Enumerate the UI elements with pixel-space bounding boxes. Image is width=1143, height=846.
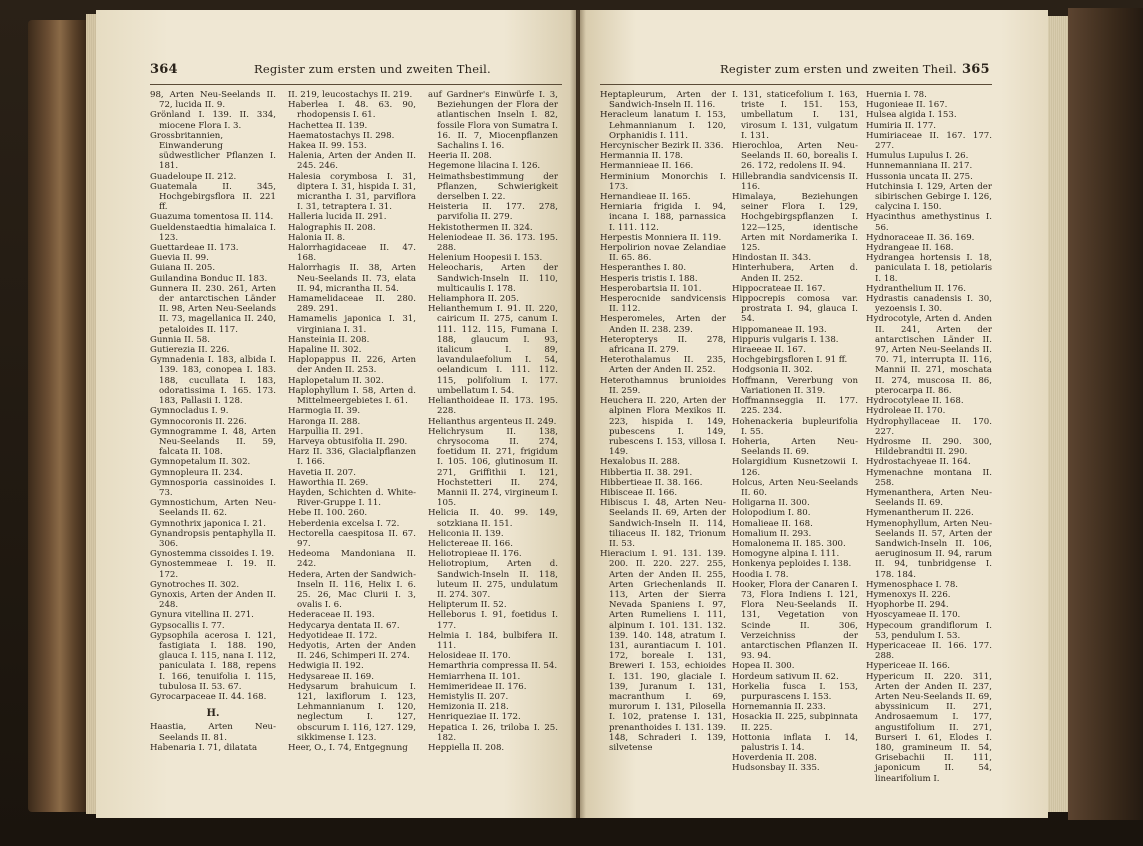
index-entry: Hemizonia II. 218. <box>428 702 509 713</box>
index-entry: Hibbertia II. 38. 291. <box>600 467 693 478</box>
index-entry: Hydrangea hortensis I. 18, paniculata I. 18, petiolaris I. 18. <box>866 253 992 284</box>
index-entry: Hugonieae II. 167. <box>866 100 948 111</box>
index-entry: Hochgebirgsfloren I. 91 ff. <box>732 355 848 366</box>
index-entry: Hydrosme II. 290. 300, Hildebrandtii II. 290. <box>866 436 992 458</box>
index-entry: Hermanniеae II. 166. <box>600 161 694 172</box>
index-entry: Hoverdenia II. 208. <box>732 753 817 764</box>
index-entry: Hussonia uncata II. 275. <box>866 171 973 182</box>
index-entry: Gynandropsis pentaphylla II. 306. <box>150 528 276 549</box>
index-entry: Hedera, Arten der Sandwich-Inseln II. 116, Helix I. 6. 25. 26, Mac Clurii I. 3, ovalis I. 6. <box>288 569 416 611</box>
index-entry: Hamamelidaceae II. 280. 289. 291. <box>288 294 416 315</box>
index-entry: Horkelia fusca I. 153, purpurascens I. 153. <box>732 681 858 702</box>
column-3-entries <box>428 90 558 753</box>
index-entry: Hedwigia II. 192. <box>288 661 364 672</box>
index-entry: Halleria lucida II. 291. <box>288 212 387 223</box>
index-entry: Hydrastis canadensis I. 30, yezoensis I. 30. <box>866 294 992 315</box>
index-entry: Hyacinthus amethystinus I. 56. <box>866 212 992 233</box>
index-entry: Hippuris vulgaris I. 138. <box>732 334 839 345</box>
index-entry: Gynura vitellina II. 271. <box>150 610 254 621</box>
index-entry: Halesia corymbosa I. 31, diptera I. 31, hispida I. 31, micrantha I. 31, parviflora I. 31, tetraptera I. 31. <box>288 171 416 213</box>
index-entry: Gynostemmeae I. 19. II. 172. <box>150 559 276 580</box>
index-entry: Harpullia II. 291. <box>288 426 364 437</box>
index-entry: Hydnoraceae II. 36. 169. <box>866 232 975 243</box>
index-entry: Hepatica I. 26, triloba I. 25. 182. <box>428 722 558 743</box>
index-entry: Hypericum II. 220. 311, Arten der Anden II. 237, Arten Neu-Seelands II. 69, abyssinicum II. 271, Androsaemum I. 177, angustifolium II. 271, Burseri I. 61, Elodes I. 180, gramineum II. 54, Grisebachii II. 111, japonicum II. 54, linearifolium I. <box>866 671 992 784</box>
index-entry: Hordeum sativum II. 62. <box>732 671 839 682</box>
index-entry: Hippocrateae II. 167. <box>732 283 826 294</box>
index-entry: Gymnothrix japonica I. 21. <box>150 518 266 529</box>
left-page <box>96 10 576 818</box>
index-entry: Humulus Lupulus I. 26. <box>866 151 969 162</box>
index-entry: Guazuma tomentosa II. 114. <box>150 212 274 223</box>
index-entry: Hypericaceae II. 166. 177. 288. <box>866 640 992 662</box>
index-entry: Heteropterys II. 278, africana II. 279. <box>600 334 726 356</box>
index-entry: Gypsocallis I. 77. <box>150 620 225 631</box>
index-entry: Heliotropieae II. 176. <box>428 549 522 560</box>
index-entry: Haworthia II. 269. <box>288 477 369 488</box>
page-edges-left <box>86 14 96 814</box>
left-page-number: 364 <box>150 62 178 77</box>
index-entry: Hexalobus II. 288. <box>600 457 681 468</box>
index-entry: Gymnocladus I. 9. <box>150 406 229 417</box>
index-entry: Helipterum II. 52. <box>428 600 507 611</box>
index-entry: Holigarna II. 300. <box>732 498 810 509</box>
index-entry: Heliotropium, Arten d. Sandwich-Inseln II. 118, luteum II. 275, undulatum II. 274. 307. <box>428 559 558 600</box>
index-entry: Helmia I. 184, bulbifera II. 111. <box>428 630 558 651</box>
index-entry: Hesperomeles, Arten der Anden II. 238. 239. <box>600 314 726 335</box>
index-entry: Hooker, Flora der Canaren I. 73, Flora Indiens I. 121, Flora Neu-Seelands II. 131, Vegetation von Scinde II. 306, Verzeichniss der antarctischen Pflanzen II. 93. 94. <box>732 579 858 662</box>
index-entry: Hansteinia II. 208. <box>288 334 370 345</box>
index-entry: Hemimerideae II. 176. <box>428 681 527 692</box>
index-entry: Hymenophyllum, Arten Neu-Seelands II. 57, Arten der Sandwich-Inseln II. 106, aeruginosum II. 94, rarum II. 94, tunbridgense I. 178. 184. <box>866 518 992 580</box>
index-entry: Heisteria II. 177. 278, parvifolia II. 279. <box>428 202 558 223</box>
index-entry: Hernandieae II. 165. <box>600 192 691 203</box>
index-entry: Hieracium I. 91. 131. 139. 200. II. 220. 227. 255, Arten der Anden II. 255, Arten Griechenlands II. 113, Arten der Sierra Nevada Spaniens I. 97, Arten Rumeliens I. 111, alpinum I. 101. 131. 132. 139. 140. 148, atratum I. 131, aurantiacum I. 101. 172, boreale I. 131, Brewerі I. 153, echioides I. 131. 190, glaciale I. 139, Juranum I. 131, macranthum I. 69, murorum I. 131, Pilosella I. 102, pratense I. 131, prenanthoides I. 131. 139. 148, Schraderi I. 139, silvetense <box>600 549 726 753</box>
index-entry: Grossbritannien, Einwanderung südwestlicher Pflanzen I. 181. <box>150 130 276 172</box>
index-entry: Hodgsonia II. 302. <box>732 365 813 376</box>
index-entry: Hibbertieae II. 38. 166. <box>600 477 703 488</box>
index-entry: Honkenya peploides I. 138. <box>732 559 852 570</box>
index-entry: Herpestis Monniera II. 119. <box>600 232 722 243</box>
index-entry: Gypsophila acerosa I. 121, fastigiata I. 188. 190, glauca I. 115, nana I. 112, paniculata I. 188, repens I. 166, tenuifolia I. 115, tubulosa II. 53. 67. <box>150 630 276 692</box>
index-entry: Gynoxis, Arten der Anden II. 248. <box>150 589 276 611</box>
index-entry: Haematostachys II. 298. <box>288 130 395 141</box>
index-entry: Humiria II. 177. <box>866 120 937 131</box>
index-entry: Hoffmannseggia II. 177. 225. 234. <box>732 396 858 417</box>
index-entry: Halographis II. 208. <box>288 222 376 233</box>
column-5-entries <box>732 90 858 774</box>
book-gutter <box>570 10 586 818</box>
index-entry: Hermannia II. 178. <box>600 151 684 162</box>
left-header-rule <box>150 84 562 85</box>
index-entry: Gyrocarpaceae II. 44. 168. <box>150 691 267 702</box>
index-entry: Gymnocoronis II. 226. <box>150 416 247 427</box>
column-2-entries <box>288 90 416 753</box>
index-entry: Henriqueziae II. 172. <box>428 712 521 723</box>
index-entry: Hoffmann, Vererbung von Variationen II. 319. <box>732 375 858 396</box>
index-entry: Hedyotis, Arten der Anden II. 246, Schimperi II. 274. <box>288 640 416 662</box>
index-entry: Gutierezia II. 226. <box>150 345 230 356</box>
index-entry: Hibiscus I. 48, Arten Neu-Seelands II. 69, Arten der Sandwich-Inseln II. 114, tiliaceus II. 182, Trionum II. 53. <box>600 498 726 549</box>
index-entry: Hottonia inflata I. 14, palustris I. 14. <box>732 732 858 753</box>
index-entry: Heliamphora II. 205. <box>428 294 519 305</box>
index-entry: Holargidium Kusnetzowii I. 126. <box>732 457 858 478</box>
book-spine <box>28 20 86 812</box>
index-entry: Guiana II. 205. <box>150 263 216 274</box>
index-entry: Hulsea algida I. 153. <box>866 110 957 121</box>
index-entry: Hebe II. 100. 260. <box>288 508 368 519</box>
index-entry: Grönland I. 139. II. 334, miocene Flora I. 3. <box>150 110 276 131</box>
index-entry: Halonia II. 8. <box>288 232 346 243</box>
index-entry: Gymnopleura II. 234. <box>150 467 243 478</box>
index-entry: Helichrysum II. 138, chrysocoma II. 274, foetidum II. 271, frigidum I. 105. 106, glutinosum II. 271, Griffithii I. 121, Hochstetteri II. 274, Mannii II. 274, virgineum I. 105. <box>428 426 558 509</box>
index-entry: Gymnogramme I. 48, Arten Neu-Seelands II. 59, falcata II. 108. <box>150 426 276 458</box>
index-entry: Hederaceae II. 193. <box>288 610 375 621</box>
index-entry: Hercynischer Bezirk II. 336. <box>600 141 724 152</box>
index-entry: Heimathsbestimmung der Pflanzen, Schwierigkeit derselben I. 22. <box>428 171 558 203</box>
index-entry: Helictereae II. 166. <box>428 538 513 549</box>
index-entry: Hedysareae II. 169. <box>288 671 374 682</box>
index-entry: Hymenoxys II. 226. <box>866 589 951 600</box>
book-cover-right <box>1068 8 1143 820</box>
index-entry: Heuchera II. 220, Arten der alpinen Flora Mexikos II. 223, hispida I. 149, pubescens I. 149, rubescens I. 153, villosa I. 149. <box>600 396 726 458</box>
index-entry: Hakea II. 99. 153. <box>288 141 367 152</box>
index-entry: II. 219, leucostachys II. 219. <box>288 90 413 100</box>
index-entry: Heberdenia excelsa I. 72. <box>288 518 400 529</box>
index-entry: Hoheria, Arten Neu-Seelands II. 69. <box>732 436 858 458</box>
index-entry: Hoodia I. 78. <box>732 569 789 580</box>
index-entry: Hymenanthera, Arten Neu-Seelands II. 69. <box>866 487 992 509</box>
index-entry: Hudsonsbay II. 335. <box>732 763 820 774</box>
index-entry: Gynostemma cissoides I. 19. <box>150 549 275 560</box>
index-entry: Hegemone lilacina I. 126. <box>428 161 541 172</box>
index-entry: Guettardeae II. 173. <box>150 243 239 254</box>
index-entry: Hedysarum brahuicum I. 121, laxiflorum I. 123, Lehmannianum I. 120, neglectum I. 127, obscurum I. 116, 127. 129, sikkimense I. 123. <box>288 681 416 743</box>
index-entry: Havetia II. 207. <box>288 467 357 478</box>
index-entry: Hymenachne montana II. 258. <box>866 467 992 488</box>
index-entry: Hyophorbe II. 294. <box>866 600 949 611</box>
index-entry: Huernia I. 78. <box>866 90 927 100</box>
index-entry: Heer, O., I. 74, Entgegnung <box>288 743 408 753</box>
index-entry: Herniaria frigida I. 94, incana I. 188, parnassica I. 111. 112. <box>600 202 726 233</box>
index-entry: Hydrophyllaceae II. 170. 227. <box>866 416 992 437</box>
index-entry: Heptapleurum, Arten der Sandwich-Inseln II. 116. <box>600 90 726 111</box>
column-2 <box>288 90 416 753</box>
index-entry: Hesperocnide sandvicensis II. 112. <box>600 294 726 315</box>
index-entry: Haberlea I. 48. 63. 90, rhodopensis I. 61. <box>288 100 416 121</box>
index-entry: Gymnadenia I. 183, albida I. 139. 183, conopea I. 183. 188, cucullata I. 183, odoratissima I. 165. 173. 183, Pallasii I. 128. <box>150 355 276 407</box>
index-entry: Harmogia II. 39. <box>288 406 361 417</box>
index-entry: Gymnopetalum II. 302. <box>150 457 251 468</box>
index-entry: Himalaya, Beziehungen seiner Flora I. 129, Hochgebirgspflanzen I. 122—125, identische Arten mit Nordamerika I. 125. <box>732 192 858 254</box>
column-1-entries-after <box>150 722 276 753</box>
index-entry: Hedyotideae II. 172. <box>288 630 378 641</box>
index-entry: Gunnera II. 230. 261, Arten der antarctischen Länder II. 98, Arten Neu-Seelands II. 73, magellanica II. 240, petaloides II. 117. <box>150 283 276 335</box>
index-entry: Gunnia II. 58. <box>150 334 210 345</box>
column-6-entries <box>866 90 992 784</box>
index-entry: Heterothamnus brunioides II. 259. <box>600 375 726 396</box>
index-entry: Homogyne alpina I. 111. <box>732 549 840 560</box>
index-entry: Hemistylis II. 207. <box>428 691 509 702</box>
right-header-rule <box>600 84 992 85</box>
index-entry: Helleborus I. 91, foetidus I. 177. <box>428 610 558 631</box>
index-entry: Harz II. 336, Glacialpflanzen I. 166. <box>288 447 416 468</box>
right-page-number: 365 <box>962 62 990 77</box>
index-entry: Hosackia II. 225, subpinnata II. 225. <box>732 712 858 733</box>
index-entry: Halorrhagidaceae II. 47. 168. <box>288 243 416 264</box>
index-entry: Haastia, Arten Neu-Seelands II. 81. <box>150 722 276 743</box>
index-entry: Gymnosporia cassinoides I. 73. <box>150 477 276 498</box>
right-running-title: Register zum ersten und zweiten Theil. <box>720 62 957 76</box>
index-entry: Hemiarrhena II. 101. <box>428 671 521 682</box>
index-entry: Harveya obtusifolia II. 290. <box>288 436 408 447</box>
index-entry: Hypericeae II. 166. <box>866 661 951 672</box>
index-entry: Hydrostachyeae II. 164. <box>866 457 971 468</box>
page-edges-right <box>1048 16 1068 812</box>
index-entry: Hymenosphace I. 78. <box>866 579 959 590</box>
index-entry: Homalium II. 293. <box>732 528 812 539</box>
index-entry: Hydrangeae II. 168. <box>866 243 954 254</box>
index-entry: Hayden, Schichten d. White-River-Gruppe I. 11. <box>288 487 416 509</box>
index-entry: Hydranthelium II. 176. <box>866 283 966 294</box>
column-5 <box>732 90 858 774</box>
section-letter-h: H. <box>206 708 220 720</box>
left-running-title: Register zum ersten und zweiten Theil. <box>254 62 491 76</box>
index-entry: Halenia, Arten der Anden II. 245. 246. <box>288 151 416 172</box>
index-entry: Hillebrandia sandvicensis II. 116. <box>732 171 858 192</box>
index-entry: Haronga II. 288. <box>288 416 361 427</box>
index-entry: Hedycarya dentata II. 67. <box>288 620 400 631</box>
column-4 <box>600 90 726 753</box>
index-entry: Haplopappus II. 226, Arten der Anden II. 253. <box>288 355 416 376</box>
column-4-entries <box>600 90 726 753</box>
index-entry: Heleocharis, Arten der Sandwich-Inseln II. 110, multicaulis I. 178. <box>428 263 558 294</box>
index-entry: Guatemala II. 345, Hochgebirgsflora II. 221 ff. <box>150 181 276 213</box>
index-entry: Hopea II. 300. <box>732 661 795 672</box>
index-entry: Hindostan II. 343. <box>732 253 812 264</box>
right-page <box>580 10 1048 818</box>
index-entry: Holcus, Arten Neu-Seelands II. 60. <box>732 477 858 498</box>
index-entry: 98, Arten Neu-Seelands II. 72, lucida II. 9. <box>150 90 276 111</box>
index-entry: Hohenackeria bupleurifolia I. 55. <box>732 416 858 437</box>
index-entry: Heliconia II. 139. <box>428 528 504 539</box>
index-entry: Hesperobartsia II. 101. <box>600 283 702 294</box>
index-entry: Habenaria I. 71, dilatata <box>150 742 258 753</box>
index-entry: Homalieae II. 168. <box>732 518 813 529</box>
index-entry: Helianthemum I. 91. II. 220, cairicum II. 275, canum I. 111. 112. 115, Fumana I. 188, glaucum I. 93, italicum I. 89, lavandulaefolium I. 54, oelandicum I. 111. 112. 115, polifolium I. 177. umbellatum I. 54. <box>428 304 558 396</box>
index-entry: Hesperanthes I. 80. <box>600 263 687 274</box>
index-entry: Hectorella caespitosa II. 67. 97. <box>288 528 416 549</box>
index-entry: I. 131, staticefolium I. 163, triste I. 151. 153, umbellatum I. 131, virosum I. 131, vulgatum I. 131. <box>732 90 858 141</box>
index-entry: Guadeloupe II. 212. <box>150 171 237 182</box>
index-entry: Hamamelis japonica I. 31, virginiana I. 31. <box>288 314 416 335</box>
index-entry: Hemarthria compressa II. 54. <box>428 661 558 672</box>
index-entry: Helianthus argenteus II. 249. <box>428 416 557 427</box>
index-entry: Hinterhubera, Arten d. Anden II. 252. <box>732 263 858 284</box>
column-1-entries <box>150 90 276 702</box>
index-entry: Hesperis tristis I. 188. <box>600 273 698 284</box>
index-entry: Hypecoum grandiflorum I. 53, pendulum I. 53. <box>866 620 992 641</box>
index-entry: Heterothalamus II. 235, Arten der Anden II. 252. <box>600 355 726 376</box>
index-entry: Heeria II. 208. <box>428 151 492 162</box>
index-entry: Guevia II. 99. <box>150 253 209 264</box>
index-entry: Heleniodeae II. 36. 173. 195. 288. <box>428 232 558 254</box>
index-entry: Hibisceae II. 166. <box>600 487 678 498</box>
column-6 <box>866 90 992 784</box>
index-entry: Helicia II. 40. 99. 149, sotzkiana II. 151. <box>428 508 558 529</box>
index-entry: Helianthoideae II. 173. 195. 228. <box>428 396 558 417</box>
index-entry: Helenium Hoopesii I. 153. <box>428 253 543 264</box>
index-entry: Gynotroches II. 302. <box>150 579 240 590</box>
index-entry: Hachettea II. 139. <box>288 120 368 131</box>
index-entry: Hiraeeae II. 167. <box>732 345 806 356</box>
column-3 <box>428 90 558 753</box>
index-entry: Haplophyllum I. 58, Arten d. Mittelmeergebietes I. 61. <box>288 385 416 407</box>
index-entry: Guilandina Bonduc II. 183. <box>150 273 268 284</box>
index-entry: Gymnostichum, Arten Neu-Seelands II. 62. <box>150 498 276 519</box>
index-entry: Halorrhagis II. 38, Arten Neu-Seelands II. 73, elata II. 94, micrantha II. 54. <box>288 263 416 294</box>
index-entry: Hunnemanniana II. 217. <box>866 161 973 172</box>
index-entry: Heracleum lanatum I. 153, Lehmannianum I. 120, Orphanidis I. 111. <box>600 110 726 141</box>
index-entry: auf Gardner's Einwürfe I. 3, Beziehungen der Flora der atlantischen Inseln I. 82, fossile Flora von Sumatra I. 16. II. 7, Miocenpflanzen Sachalins I. 16. <box>428 90 558 152</box>
index-entry: Herminium Monorchis I. 173. <box>600 171 726 192</box>
index-entry: Hapaline II. 302. <box>288 345 362 356</box>
index-entry: Hornemannia II. 233. <box>732 702 826 713</box>
index-entry: Heppiella II. 208. <box>428 743 505 753</box>
index-entry: Gueldenstaedtia himalaica I. 123. <box>150 222 276 243</box>
index-entry: Hyoscyameae II. 170. <box>866 610 961 621</box>
index-entry: Hymenantherum II. 226. <box>866 508 974 519</box>
index-entry: Holopodium I. 80. <box>732 508 811 519</box>
index-entry: Hydroleae II. 170. <box>866 406 946 417</box>
index-entry: Homalonema II. 185. 300. <box>732 538 846 549</box>
index-entry: Haplopetalum II. 302. <box>288 375 384 386</box>
index-entry: Hekistothermen II. 324. <box>428 222 533 233</box>
column-1 <box>150 90 276 753</box>
index-entry: Hutchinsia I. 129, Arten der sibirischen Gebirge I. 126, calycina I. 150. <box>866 181 992 213</box>
index-entry: Hierochloa, Arten Neu-Seelands II. 60, borealis I. 26. 172, redolens II. 94. <box>732 141 858 172</box>
index-entry: Helosideae II. 170. <box>428 651 511 662</box>
index-entry: Herpolirion novae Zelandiae II. 65. 86. <box>600 243 726 264</box>
index-entry: Hippocrepis comosa var. prostrata I. 94, glauca I. 54. <box>732 294 858 325</box>
index-entry: Hydrocotyleae II. 168. <box>866 396 964 407</box>
index-entry: Hippomaneae II. 193. <box>732 324 827 335</box>
index-entry: Humiriaceae II. 167. 177. 277. <box>866 130 992 152</box>
index-entry: Hydrocotyle, Arten d. Anden II. 241, Arten der antarctischen Länder II. 97, Arten Neu-Seelands II. 70. 71, interrupta II. 116, Mannii II. 271, moschata II. 274, muscosa II. 86, pterocarpa II. 86. <box>866 314 992 396</box>
index-entry: Hedeoma Mandoniana II. 242. <box>288 549 416 570</box>
